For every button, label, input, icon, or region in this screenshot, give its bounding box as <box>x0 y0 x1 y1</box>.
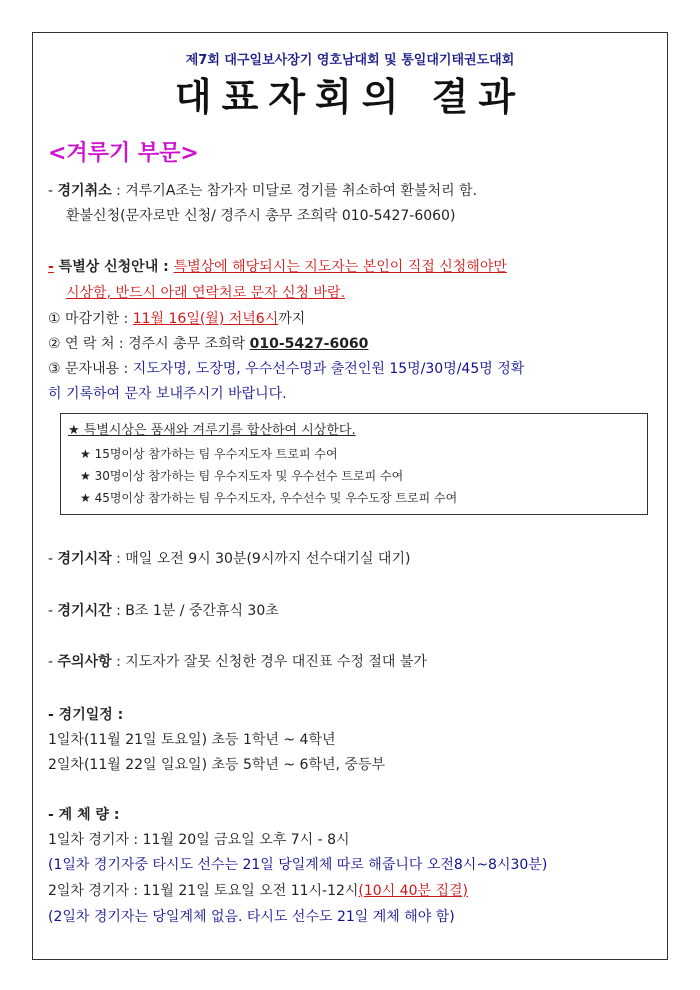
weighin-heading: - 계 체 량 : <box>48 807 120 823</box>
page-title: 대표자회의 결과 <box>174 75 526 119</box>
award-item: ★ 45명이상 참가하는 팀 우수지도자, 우수선수 및 우수도장 트로피 수여 <box>80 491 458 505</box>
weighin-day-1-note: (1일차 경기자중 타시도 선수는 21일 당일계체 따로 해줍니다 오전8시~8시30분) <box>48 857 548 873</box>
weighin-day-2: 2일차 경기자 : 11월 21일 토요일 오전 11시-12시 <box>48 883 359 899</box>
content-prefix: ③ 문자내용 : <box>48 361 133 377</box>
duration-label: 경기시간 <box>57 603 112 619</box>
duration-line <box>48 602 279 620</box>
contact-line <box>48 335 368 353</box>
caution-dash: - <box>48 654 58 670</box>
caution-label: 주의사항 <box>57 654 112 670</box>
duration-text: : B조 1분 / 중간휴식 30초 <box>111 603 279 619</box>
cancel-text: : 겨루기A조는 참가자 미달로 경기를 취소하여 환불처리 함. <box>111 183 478 199</box>
cancel-dash: - <box>48 183 58 199</box>
duration-dash: - <box>48 603 58 619</box>
schedule-day-1: 1일차(11월 21일 토요일) 초등 1학년 ~ 4학년 <box>48 732 336 748</box>
start-dash: - <box>48 551 58 567</box>
special-text-1: 특별상에 해당되시는 지도자는 본인이 직접 신청해야만 <box>173 259 507 275</box>
deadline-suffix: 까지 <box>278 311 306 327</box>
special-line <box>48 258 507 276</box>
caution-line <box>48 653 427 671</box>
deadline-prefix: ① 마감기한 : <box>48 311 133 327</box>
cancel-label: 경기취소 <box>57 183 112 199</box>
start-text: : 매일 오전 9시 30분(9시까지 선수대기실 대기) <box>111 551 411 567</box>
award-heading: ★ 특별시상은 품새와 겨루기를 합산하여 시상한다. <box>68 423 356 438</box>
weighin-day-2-note: (2일차 경기자는 당일계체 없음. 타시도 선수도 21일 계체 해야 함) <box>48 909 455 925</box>
content-text-2: 히 기록하여 문자 보내주시기 바랍니다. <box>48 386 287 402</box>
weighin-day-2-highlight: (10시 40분 집결) <box>358 883 468 899</box>
special-dash: - <box>48 259 54 275</box>
special-label: 특별상 신청안내 : <box>53 259 174 275</box>
start-label: 경기시작 <box>57 551 112 567</box>
special-text-2: 시상함, 반드시 아래 연락처로 문자 신청 바람. <box>66 285 346 301</box>
weighin-day-1: 1일차 경기자 : 11월 20일 금요일 오후 7시 - 8시 <box>48 832 350 848</box>
schedule-heading: - 경기일정 : <box>48 707 124 723</box>
deadline-value: 11월 16일(월) 저녁6시 <box>132 311 279 327</box>
cancel-refund-line: 환불신청(문자로만 신청/ 경주시 총무 조희락 010-5427-6060) <box>66 208 456 224</box>
section-title: <겨루기 부문> <box>48 141 199 166</box>
award-item: ★ 30명이상 참가하는 팀 우수지도자 및 우수선수 트로피 수여 <box>80 469 404 483</box>
contact-prefix: ② 연 락 처 : 경주시 총무 조희락 <box>48 336 250 352</box>
weighin-day-2-line <box>48 882 468 900</box>
schedule-day-2: 2일차(11월 22일 일요일) 초등 5학년 ~ 6학년, 중등부 <box>48 757 385 773</box>
deadline-line <box>48 310 305 328</box>
content-text-1: 지도자명, 도장명, 우수선수명과 출전인원 15명/30명/45명 정확 <box>132 361 525 377</box>
start-line <box>48 550 410 568</box>
content-line <box>48 360 524 378</box>
event-subtitle: 제7회 대구일보사장기 영호남대회 및 통일대기태권도대회 <box>185 53 515 68</box>
cancel-line <box>48 182 477 200</box>
award-item: ★ 15명이상 참가하는 팀 우수지도자 트로피 수여 <box>80 447 338 461</box>
caution-text: : 지도자가 잘못 신청한 경우 대진표 수정 절대 불가 <box>111 654 427 670</box>
contact-value: 010-5427-6060 <box>249 336 369 352</box>
